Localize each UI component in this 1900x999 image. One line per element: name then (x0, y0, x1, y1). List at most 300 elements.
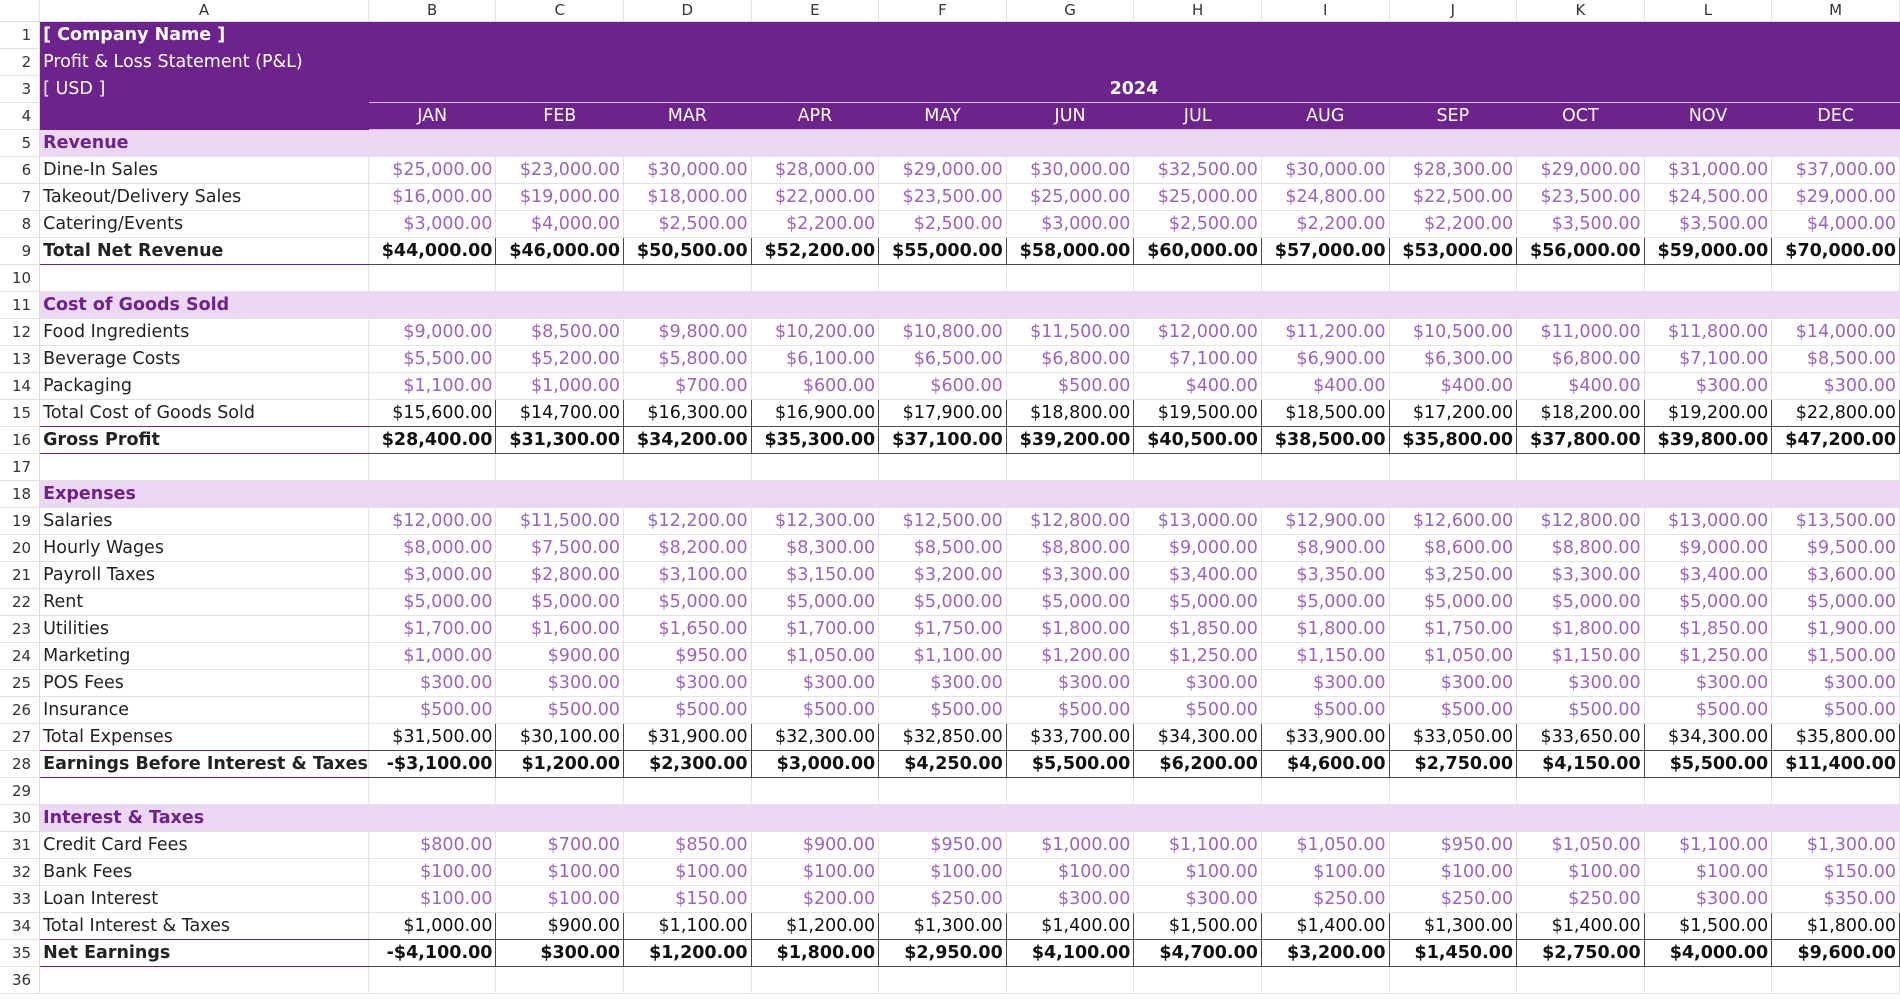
line-item-label[interactable]: Earnings Before Interest & Taxes (40, 751, 369, 778)
value-cell[interactable]: $3,200.00 (879, 562, 1007, 589)
value-cell[interactable]: $2,800.00 (496, 562, 624, 589)
value-cell[interactable]: $60,000.00 (1134, 238, 1262, 265)
value-cell[interactable]: $8,500.00 (496, 319, 624, 346)
line-item-label[interactable]: Packaging (40, 373, 369, 400)
value-cell[interactable]: $5,500.00 (1006, 751, 1134, 778)
value-cell[interactable]: $12,800.00 (1517, 508, 1645, 535)
month-header[interactable]: FEB (496, 103, 624, 130)
value-cell[interactable]: $31,500.00 (368, 724, 496, 751)
value-cell[interactable]: $55,000.00 (879, 238, 1007, 265)
value-cell[interactable]: $1,700.00 (751, 616, 879, 643)
value-cell[interactable]: $150.00 (1772, 859, 1900, 886)
value-cell[interactable] (1261, 778, 1389, 805)
row-number[interactable]: 7 (0, 184, 40, 211)
value-cell[interactable]: $22,000.00 (751, 184, 879, 211)
value-cell[interactable]: $3,500.00 (1517, 211, 1645, 238)
value-cell[interactable]: $300.00 (1134, 670, 1262, 697)
value-cell[interactable]: $1,500.00 (1134, 913, 1262, 940)
column-header-j[interactable]: J (1389, 0, 1517, 22)
value-cell[interactable] (496, 265, 624, 292)
value-cell[interactable]: $1,500.00 (1644, 913, 1772, 940)
value-cell[interactable]: $31,900.00 (624, 724, 752, 751)
row-number[interactable]: 25 (0, 670, 40, 697)
banner-cell[interactable] (1006, 22, 1134, 49)
value-cell[interactable] (1517, 130, 1645, 157)
value-cell[interactable]: $5,000.00 (879, 589, 1007, 616)
value-cell[interactable]: $1,050.00 (1517, 832, 1645, 859)
value-cell[interactable]: $1,150.00 (1517, 643, 1645, 670)
value-cell[interactable]: $18,200.00 (1517, 400, 1645, 427)
value-cell[interactable]: $7,500.00 (496, 535, 624, 562)
value-cell[interactable]: $300.00 (1261, 670, 1389, 697)
value-cell[interactable]: $9,000.00 (1644, 535, 1772, 562)
value-cell[interactable]: $1,000.00 (496, 373, 624, 400)
value-cell[interactable]: $100.00 (879, 859, 1007, 886)
value-cell[interactable]: $5,500.00 (1644, 751, 1772, 778)
banner-cell[interactable] (368, 22, 496, 49)
month-header[interactable]: JAN (368, 103, 496, 130)
value-cell[interactable] (751, 778, 879, 805)
value-cell[interactable]: $12,900.00 (1261, 508, 1389, 535)
value-cell[interactable] (624, 454, 752, 481)
column-header-f[interactable]: F (879, 0, 1007, 22)
value-cell[interactable] (624, 130, 752, 157)
value-cell[interactable]: $44,000.00 (368, 238, 496, 265)
value-cell[interactable]: $300.00 (1644, 373, 1772, 400)
value-cell[interactable] (1006, 130, 1134, 157)
row-number[interactable]: 32 (0, 859, 40, 886)
value-cell[interactable]: $300.00 (1644, 886, 1772, 913)
row-number[interactable]: 9 (0, 238, 40, 265)
row-number[interactable]: 31 (0, 832, 40, 859)
value-cell[interactable]: $1,650.00 (624, 616, 752, 643)
value-cell[interactable]: $1,750.00 (879, 616, 1007, 643)
value-cell[interactable]: $8,800.00 (1517, 535, 1645, 562)
row-number[interactable]: 33 (0, 886, 40, 913)
value-cell[interactable]: $18,800.00 (1006, 400, 1134, 427)
value-cell[interactable]: $300.00 (1389, 670, 1517, 697)
value-cell[interactable]: $33,900.00 (1261, 724, 1389, 751)
line-item-label[interactable]: Total Net Revenue (40, 238, 369, 265)
value-cell[interactable]: $8,600.00 (1389, 535, 1517, 562)
value-cell[interactable]: $3,400.00 (1134, 562, 1262, 589)
value-cell[interactable] (879, 481, 1007, 508)
value-cell[interactable] (496, 481, 624, 508)
value-cell[interactable]: $1,050.00 (1261, 832, 1389, 859)
value-cell[interactable]: $8,500.00 (879, 535, 1007, 562)
column-header-i[interactable]: I (1261, 0, 1389, 22)
value-cell[interactable]: $300.00 (624, 670, 752, 697)
value-cell[interactable]: $12,000.00 (368, 508, 496, 535)
value-cell[interactable] (1517, 292, 1645, 319)
line-item-label[interactable] (40, 265, 369, 292)
value-cell[interactable]: $3,500.00 (1644, 211, 1772, 238)
value-cell[interactable] (751, 265, 879, 292)
value-cell[interactable]: $16,900.00 (751, 400, 879, 427)
column-header-h[interactable]: H (1134, 0, 1262, 22)
value-cell[interactable]: $18,500.00 (1261, 400, 1389, 427)
value-cell[interactable]: $16,000.00 (368, 184, 496, 211)
value-cell[interactable]: $1,800.00 (1006, 616, 1134, 643)
line-item-label[interactable]: Net Earnings (40, 940, 369, 967)
value-cell[interactable] (1261, 967, 1389, 994)
value-cell[interactable]: $30,100.00 (496, 724, 624, 751)
banner-cell[interactable] (1644, 49, 1772, 76)
row-number[interactable]: 19 (0, 508, 40, 535)
value-cell[interactable]: $500.00 (1772, 697, 1900, 724)
value-cell[interactable] (1134, 130, 1262, 157)
value-cell[interactable]: $5,000.00 (368, 589, 496, 616)
row-number[interactable]: 28 (0, 751, 40, 778)
value-cell[interactable]: $4,000.00 (1644, 940, 1772, 967)
value-cell[interactable] (1644, 967, 1772, 994)
value-cell[interactable]: $1,000.00 (1006, 832, 1134, 859)
value-cell[interactable] (751, 481, 879, 508)
value-cell[interactable]: $28,400.00 (368, 427, 496, 454)
value-cell[interactable] (624, 805, 752, 832)
row-number[interactable]: 3 (0, 76, 40, 103)
value-cell[interactable]: $1,100.00 (624, 913, 752, 940)
row-number[interactable]: 15 (0, 400, 40, 427)
column-header-l[interactable]: L (1644, 0, 1772, 22)
value-cell[interactable]: $500.00 (751, 697, 879, 724)
value-cell[interactable]: $10,200.00 (751, 319, 879, 346)
value-cell[interactable]: $400.00 (1261, 373, 1389, 400)
value-cell[interactable]: $1,100.00 (879, 643, 1007, 670)
value-cell[interactable] (1772, 481, 1900, 508)
line-item-label[interactable]: Payroll Taxes (40, 562, 369, 589)
value-cell[interactable]: $23,500.00 (879, 184, 1007, 211)
value-cell[interactable]: $38,500.00 (1261, 427, 1389, 454)
value-cell[interactable] (879, 454, 1007, 481)
value-cell[interactable]: $2,200.00 (1261, 211, 1389, 238)
value-cell[interactable]: $11,500.00 (1006, 319, 1134, 346)
value-cell[interactable]: $17,200.00 (1389, 400, 1517, 427)
value-cell[interactable]: $1,800.00 (1772, 913, 1900, 940)
value-cell[interactable]: $70,000.00 (1772, 238, 1900, 265)
line-item-label[interactable]: Salaries (40, 508, 369, 535)
value-cell[interactable]: $1,050.00 (1389, 643, 1517, 670)
value-cell[interactable]: $12,300.00 (751, 508, 879, 535)
row-number[interactable]: 30 (0, 805, 40, 832)
value-cell[interactable]: $25,000.00 (1134, 184, 1262, 211)
value-cell[interactable] (368, 454, 496, 481)
value-cell[interactable] (368, 130, 496, 157)
currency-cell[interactable]: [ USD ] (40, 76, 369, 103)
value-cell[interactable]: $35,300.00 (751, 427, 879, 454)
value-cell[interactable] (368, 805, 496, 832)
value-cell[interactable]: $3,250.00 (1389, 562, 1517, 589)
value-cell[interactable] (879, 778, 1007, 805)
value-cell[interactable]: $950.00 (879, 832, 1007, 859)
value-cell[interactable] (1644, 778, 1772, 805)
value-cell[interactable]: $22,500.00 (1389, 184, 1517, 211)
value-cell[interactable]: $100.00 (496, 859, 624, 886)
value-cell[interactable] (368, 481, 496, 508)
value-cell[interactable] (751, 805, 879, 832)
value-cell[interactable]: $19,000.00 (496, 184, 624, 211)
line-item-label[interactable]: Marketing (40, 643, 369, 670)
value-cell[interactable]: $35,800.00 (1389, 427, 1517, 454)
value-cell[interactable]: $1,400.00 (1006, 913, 1134, 940)
value-cell[interactable]: $13,000.00 (1644, 508, 1772, 535)
value-cell[interactable]: $100.00 (1389, 859, 1517, 886)
value-cell[interactable] (496, 805, 624, 832)
value-cell[interactable]: $33,650.00 (1517, 724, 1645, 751)
value-cell[interactable]: $100.00 (368, 886, 496, 913)
banner-cell[interactable] (368, 49, 496, 76)
value-cell[interactable]: $2,500.00 (624, 211, 752, 238)
line-item-label[interactable]: Food Ingredients (40, 319, 369, 346)
value-cell[interactable]: $1,850.00 (1134, 616, 1262, 643)
banner-cell[interactable] (624, 49, 752, 76)
value-cell[interactable]: $400.00 (1134, 373, 1262, 400)
value-cell[interactable]: $29,000.00 (1772, 184, 1900, 211)
value-cell[interactable]: $11,400.00 (1772, 751, 1900, 778)
value-cell[interactable] (879, 805, 1007, 832)
value-cell[interactable]: $100.00 (1006, 859, 1134, 886)
row-number[interactable]: 5 (0, 130, 40, 157)
row-number[interactable]: 4 (0, 103, 40, 130)
banner-cell[interactable] (1772, 22, 1900, 49)
value-cell[interactable] (624, 481, 752, 508)
row-number[interactable]: 24 (0, 643, 40, 670)
value-cell[interactable]: $30,000.00 (624, 157, 752, 184)
value-cell[interactable]: $5,000.00 (751, 589, 879, 616)
value-cell[interactable]: $1,450.00 (1389, 940, 1517, 967)
line-item-label[interactable]: Beverage Costs (40, 346, 369, 373)
value-cell[interactable]: $11,200.00 (1261, 319, 1389, 346)
banner-cell[interactable] (879, 49, 1007, 76)
value-cell[interactable]: $500.00 (496, 697, 624, 724)
value-cell[interactable]: $7,100.00 (1644, 346, 1772, 373)
value-cell[interactable]: $400.00 (1389, 373, 1517, 400)
value-cell[interactable]: $9,000.00 (368, 319, 496, 346)
value-cell[interactable]: $12,800.00 (1006, 508, 1134, 535)
value-cell[interactable]: $18,000.00 (624, 184, 752, 211)
value-cell[interactable]: $600.00 (751, 373, 879, 400)
value-cell[interactable]: $600.00 (879, 373, 1007, 400)
value-cell[interactable]: $800.00 (368, 832, 496, 859)
value-cell[interactable]: $1,200.00 (1006, 643, 1134, 670)
value-cell[interactable] (1006, 967, 1134, 994)
value-cell[interactable]: $24,500.00 (1644, 184, 1772, 211)
row-number[interactable]: 26 (0, 697, 40, 724)
line-item-label[interactable]: Hourly Wages (40, 535, 369, 562)
value-cell[interactable]: $6,300.00 (1389, 346, 1517, 373)
value-cell[interactable] (1389, 130, 1517, 157)
value-cell[interactable]: $1,000.00 (368, 913, 496, 940)
value-cell[interactable] (751, 967, 879, 994)
row-number[interactable]: 29 (0, 778, 40, 805)
value-cell[interactable]: $6,800.00 (1006, 346, 1134, 373)
value-cell[interactable]: $1,200.00 (624, 940, 752, 967)
value-cell[interactable] (1261, 454, 1389, 481)
line-item-label[interactable]: Total Expenses (40, 724, 369, 751)
value-cell[interactable] (751, 130, 879, 157)
value-cell[interactable]: $500.00 (624, 697, 752, 724)
value-cell[interactable]: $9,800.00 (624, 319, 752, 346)
row-number[interactable]: 22 (0, 589, 40, 616)
value-cell[interactable] (751, 454, 879, 481)
line-item-label[interactable] (40, 778, 369, 805)
value-cell[interactable]: $12,000.00 (1134, 319, 1262, 346)
value-cell[interactable]: $5,200.00 (496, 346, 624, 373)
row-number[interactable]: 21 (0, 562, 40, 589)
value-cell[interactable]: $1,250.00 (1644, 643, 1772, 670)
value-cell[interactable] (1261, 265, 1389, 292)
value-cell[interactable]: $37,800.00 (1517, 427, 1645, 454)
value-cell[interactable]: $3,300.00 (1006, 562, 1134, 589)
value-cell[interactable] (624, 265, 752, 292)
value-cell[interactable] (1517, 481, 1645, 508)
value-cell[interactable]: $5,800.00 (624, 346, 752, 373)
value-cell[interactable]: $1,000.00 (368, 643, 496, 670)
value-cell[interactable]: $9,500.00 (1772, 535, 1900, 562)
value-cell[interactable]: $300.00 (1772, 670, 1900, 697)
value-cell[interactable]: $52,200.00 (751, 238, 879, 265)
value-cell[interactable]: $500.00 (1644, 697, 1772, 724)
banner-cell[interactable] (879, 22, 1007, 49)
value-cell[interactable]: $1,400.00 (1261, 913, 1389, 940)
value-cell[interactable]: $56,000.00 (1517, 238, 1645, 265)
value-cell[interactable] (1644, 265, 1772, 292)
line-item-label[interactable]: Gross Profit (40, 427, 369, 454)
banner-cell[interactable] (496, 49, 624, 76)
value-cell[interactable]: $850.00 (624, 832, 752, 859)
value-cell[interactable]: $2,750.00 (1517, 940, 1645, 967)
value-cell[interactable]: $37,000.00 (1772, 157, 1900, 184)
value-cell[interactable]: $8,800.00 (1006, 535, 1134, 562)
value-cell[interactable]: $250.00 (879, 886, 1007, 913)
value-cell[interactable]: -$3,100.00 (368, 751, 496, 778)
value-cell[interactable] (1644, 454, 1772, 481)
month-header[interactable]: JUL (1134, 103, 1262, 130)
value-cell[interactable]: $1,800.00 (1517, 616, 1645, 643)
month-header[interactable]: AUG (1261, 103, 1389, 130)
banner-cell[interactable] (1006, 49, 1134, 76)
value-cell[interactable]: $40,500.00 (1134, 427, 1262, 454)
value-cell[interactable]: $28,000.00 (751, 157, 879, 184)
line-item-label[interactable]: Loan Interest (40, 886, 369, 913)
row-number[interactable]: 18 (0, 481, 40, 508)
company-name-cell[interactable]: [ Company Name ] (40, 22, 369, 49)
value-cell[interactable]: $14,700.00 (496, 400, 624, 427)
value-cell[interactable]: $700.00 (624, 373, 752, 400)
line-item-label[interactable]: Total Cost of Goods Sold (40, 400, 369, 427)
value-cell[interactable]: $500.00 (1389, 697, 1517, 724)
value-cell[interactable]: $1,200.00 (751, 913, 879, 940)
value-cell[interactable] (1389, 454, 1517, 481)
value-cell[interactable]: $22,800.00 (1772, 400, 1900, 427)
value-cell[interactable]: $4,100.00 (1006, 940, 1134, 967)
row-number[interactable]: 12 (0, 319, 40, 346)
value-cell[interactable]: $500.00 (368, 697, 496, 724)
value-cell[interactable]: $5,000.00 (1644, 589, 1772, 616)
value-cell[interactable]: $300.00 (1134, 886, 1262, 913)
line-item-label[interactable]: Credit Card Fees (40, 832, 369, 859)
value-cell[interactable]: $28,300.00 (1389, 157, 1517, 184)
value-cell[interactable]: $4,150.00 (1517, 751, 1645, 778)
value-cell[interactable]: $1,600.00 (496, 616, 624, 643)
value-cell[interactable]: $100.00 (496, 886, 624, 913)
value-cell[interactable]: $300.00 (1517, 670, 1645, 697)
value-cell[interactable]: $39,800.00 (1644, 427, 1772, 454)
value-cell[interactable]: $500.00 (879, 697, 1007, 724)
month-header[interactable]: MAR (624, 103, 752, 130)
line-item-label[interactable]: POS Fees (40, 670, 369, 697)
value-cell[interactable]: $1,150.00 (1261, 643, 1389, 670)
value-cell[interactable]: $32,850.00 (879, 724, 1007, 751)
value-cell[interactable]: $10,500.00 (1389, 319, 1517, 346)
column-header-b[interactable]: B (368, 0, 496, 22)
value-cell[interactable]: $300.00 (1006, 886, 1134, 913)
value-cell[interactable]: $5,500.00 (368, 346, 496, 373)
value-cell[interactable]: $11,000.00 (1517, 319, 1645, 346)
value-cell[interactable] (1772, 967, 1900, 994)
value-cell[interactable]: $31,300.00 (496, 427, 624, 454)
value-cell[interactable]: $25,000.00 (368, 157, 496, 184)
value-cell[interactable]: $23,000.00 (496, 157, 624, 184)
value-cell[interactable]: $5,000.00 (1389, 589, 1517, 616)
value-cell[interactable] (1517, 454, 1645, 481)
value-cell[interactable] (1006, 778, 1134, 805)
value-cell[interactable]: $9,000.00 (1134, 535, 1262, 562)
row-number[interactable]: 34 (0, 913, 40, 940)
value-cell[interactable]: $5,000.00 (1134, 589, 1262, 616)
row-number[interactable]: 10 (0, 265, 40, 292)
value-cell[interactable]: $1,750.00 (1389, 616, 1517, 643)
value-cell[interactable]: $8,300.00 (751, 535, 879, 562)
row-number[interactable]: 8 (0, 211, 40, 238)
value-cell[interactable]: $100.00 (1644, 859, 1772, 886)
value-cell[interactable]: $39,200.00 (1006, 427, 1134, 454)
month-header[interactable]: OCT (1517, 103, 1645, 130)
value-cell[interactable]: $300.00 (751, 670, 879, 697)
value-cell[interactable]: $10,800.00 (879, 319, 1007, 346)
value-cell[interactable] (1517, 778, 1645, 805)
value-cell[interactable]: $46,000.00 (496, 238, 624, 265)
value-cell[interactable]: $6,900.00 (1261, 346, 1389, 373)
value-cell[interactable]: $24,800.00 (1261, 184, 1389, 211)
value-cell[interactable] (1006, 481, 1134, 508)
value-cell[interactable]: $2,300.00 (624, 751, 752, 778)
value-cell[interactable] (496, 967, 624, 994)
value-cell[interactable]: $300.00 (368, 670, 496, 697)
banner-cell[interactable] (1134, 22, 1262, 49)
value-cell[interactable]: $1,800.00 (1261, 616, 1389, 643)
value-cell[interactable]: $3,300.00 (1517, 562, 1645, 589)
value-cell[interactable] (368, 265, 496, 292)
value-cell[interactable] (1389, 292, 1517, 319)
label-cell[interactable] (40, 103, 369, 130)
row-number[interactable]: 13 (0, 346, 40, 373)
month-header[interactable]: APR (751, 103, 879, 130)
value-cell[interactable] (1517, 265, 1645, 292)
value-cell[interactable]: $300.00 (1006, 670, 1134, 697)
value-cell[interactable]: $2,500.00 (879, 211, 1007, 238)
value-cell[interactable]: $1,400.00 (1517, 913, 1645, 940)
month-header[interactable]: DEC (1772, 103, 1900, 130)
statement-title-cell[interactable]: Profit & Loss Statement (P&L) (40, 49, 369, 76)
value-cell[interactable]: $34,200.00 (624, 427, 752, 454)
value-cell[interactable]: $16,300.00 (624, 400, 752, 427)
value-cell[interactable] (879, 967, 1007, 994)
column-header-a[interactable]: A (40, 0, 369, 22)
value-cell[interactable]: $300.00 (496, 670, 624, 697)
value-cell[interactable]: $32,300.00 (751, 724, 879, 751)
month-header[interactable]: SEP (1389, 103, 1517, 130)
